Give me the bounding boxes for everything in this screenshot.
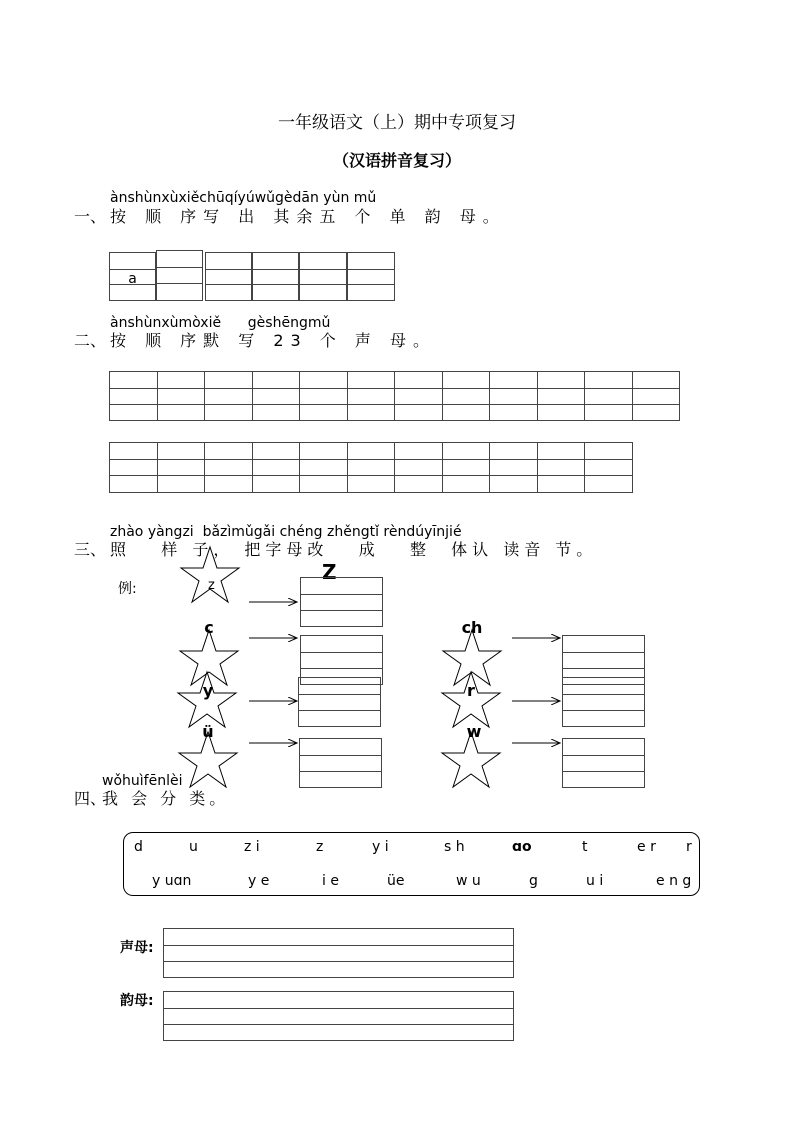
star-letter-w: w	[466, 722, 482, 741]
star-letter-y: y	[202, 681, 214, 700]
letter-item: z i	[244, 839, 260, 855]
section2-instruction: 按 顺 序默 写 23 个 声 母。	[110, 331, 436, 350]
letter-item: w u	[456, 873, 481, 889]
letter-item: d	[134, 839, 143, 855]
yunmu-label: 韵母:	[120, 993, 154, 1009]
section4-instruction: 我 会 分 类。	[102, 789, 230, 808]
section3-pinyin: zhào yàngzi bǎzìmǔgǎi chéng zhěngtǐ rèndúyīnjié	[110, 524, 462, 540]
answer-box-w[interactable]	[562, 738, 645, 788]
answer-box-r[interactable]	[562, 677, 645, 727]
letter-item: t	[582, 839, 588, 855]
star-letter-r: r	[467, 681, 475, 700]
page-title: 一年级语文（上）期中专项复习	[278, 113, 516, 133]
letter-item: y i	[372, 839, 389, 855]
letters-box	[123, 832, 700, 896]
page-subtitle: （汉语拼音复习）	[332, 151, 461, 170]
section2-pinyin: ànshùnxùmòxiě gèshēngmǔ	[110, 315, 331, 331]
shengmu-answer-lines[interactable]	[163, 928, 514, 978]
cell-letter-a: a	[128, 271, 137, 287]
star-icon	[443, 630, 501, 685]
letter-item: r	[686, 839, 692, 855]
section3-number: 三、	[74, 540, 107, 559]
section2-number: 二、	[74, 331, 107, 350]
star-letter-c: c	[204, 618, 214, 637]
letter-item: y uɑn	[152, 873, 192, 889]
letter-item: g	[529, 873, 538, 889]
answer-box-y[interactable]	[298, 677, 381, 727]
example-star-letter: z	[208, 578, 215, 593]
section1-number: 一、	[74, 207, 107, 226]
section1-pinyin: ànshùnxùxiěchūqíyúwǔgèdān yùn mǔ	[110, 190, 377, 206]
shengmu-label: 声母:	[120, 940, 154, 956]
answer-box-u-umlaut[interactable]	[299, 738, 382, 788]
section4-number: 四、	[74, 789, 107, 808]
letter-item: ɑo	[512, 839, 532, 855]
letter-item: u i	[586, 873, 604, 889]
yunmu-answer-lines[interactable]	[163, 991, 514, 1041]
letter-item: üe	[387, 873, 405, 889]
letter-item: z	[316, 839, 324, 855]
star-icon	[181, 547, 239, 602]
example-answer: Z	[322, 560, 337, 584]
letter-item: e n g	[656, 873, 692, 889]
section4-pinyin: wǒhuìfēnlèi	[102, 773, 183, 789]
letter-item: i e	[322, 873, 339, 889]
letter-item: e r	[637, 839, 656, 855]
section3-instruction: 照 样 子， 把字母改 成 整 体认 读音 节。	[110, 540, 598, 559]
star-letter-u-umlaut: ü	[202, 722, 214, 741]
example-label: 例:	[118, 581, 137, 597]
letter-item: y e	[248, 873, 270, 889]
star-letter-ch: ch	[461, 618, 483, 637]
letter-item: s h	[444, 839, 465, 855]
letter-item: u	[189, 839, 198, 855]
section1-instruction: 按 顺 序写 出 其余五 个 单 韵 母。	[110, 207, 506, 226]
answer-box-example	[300, 577, 383, 627]
